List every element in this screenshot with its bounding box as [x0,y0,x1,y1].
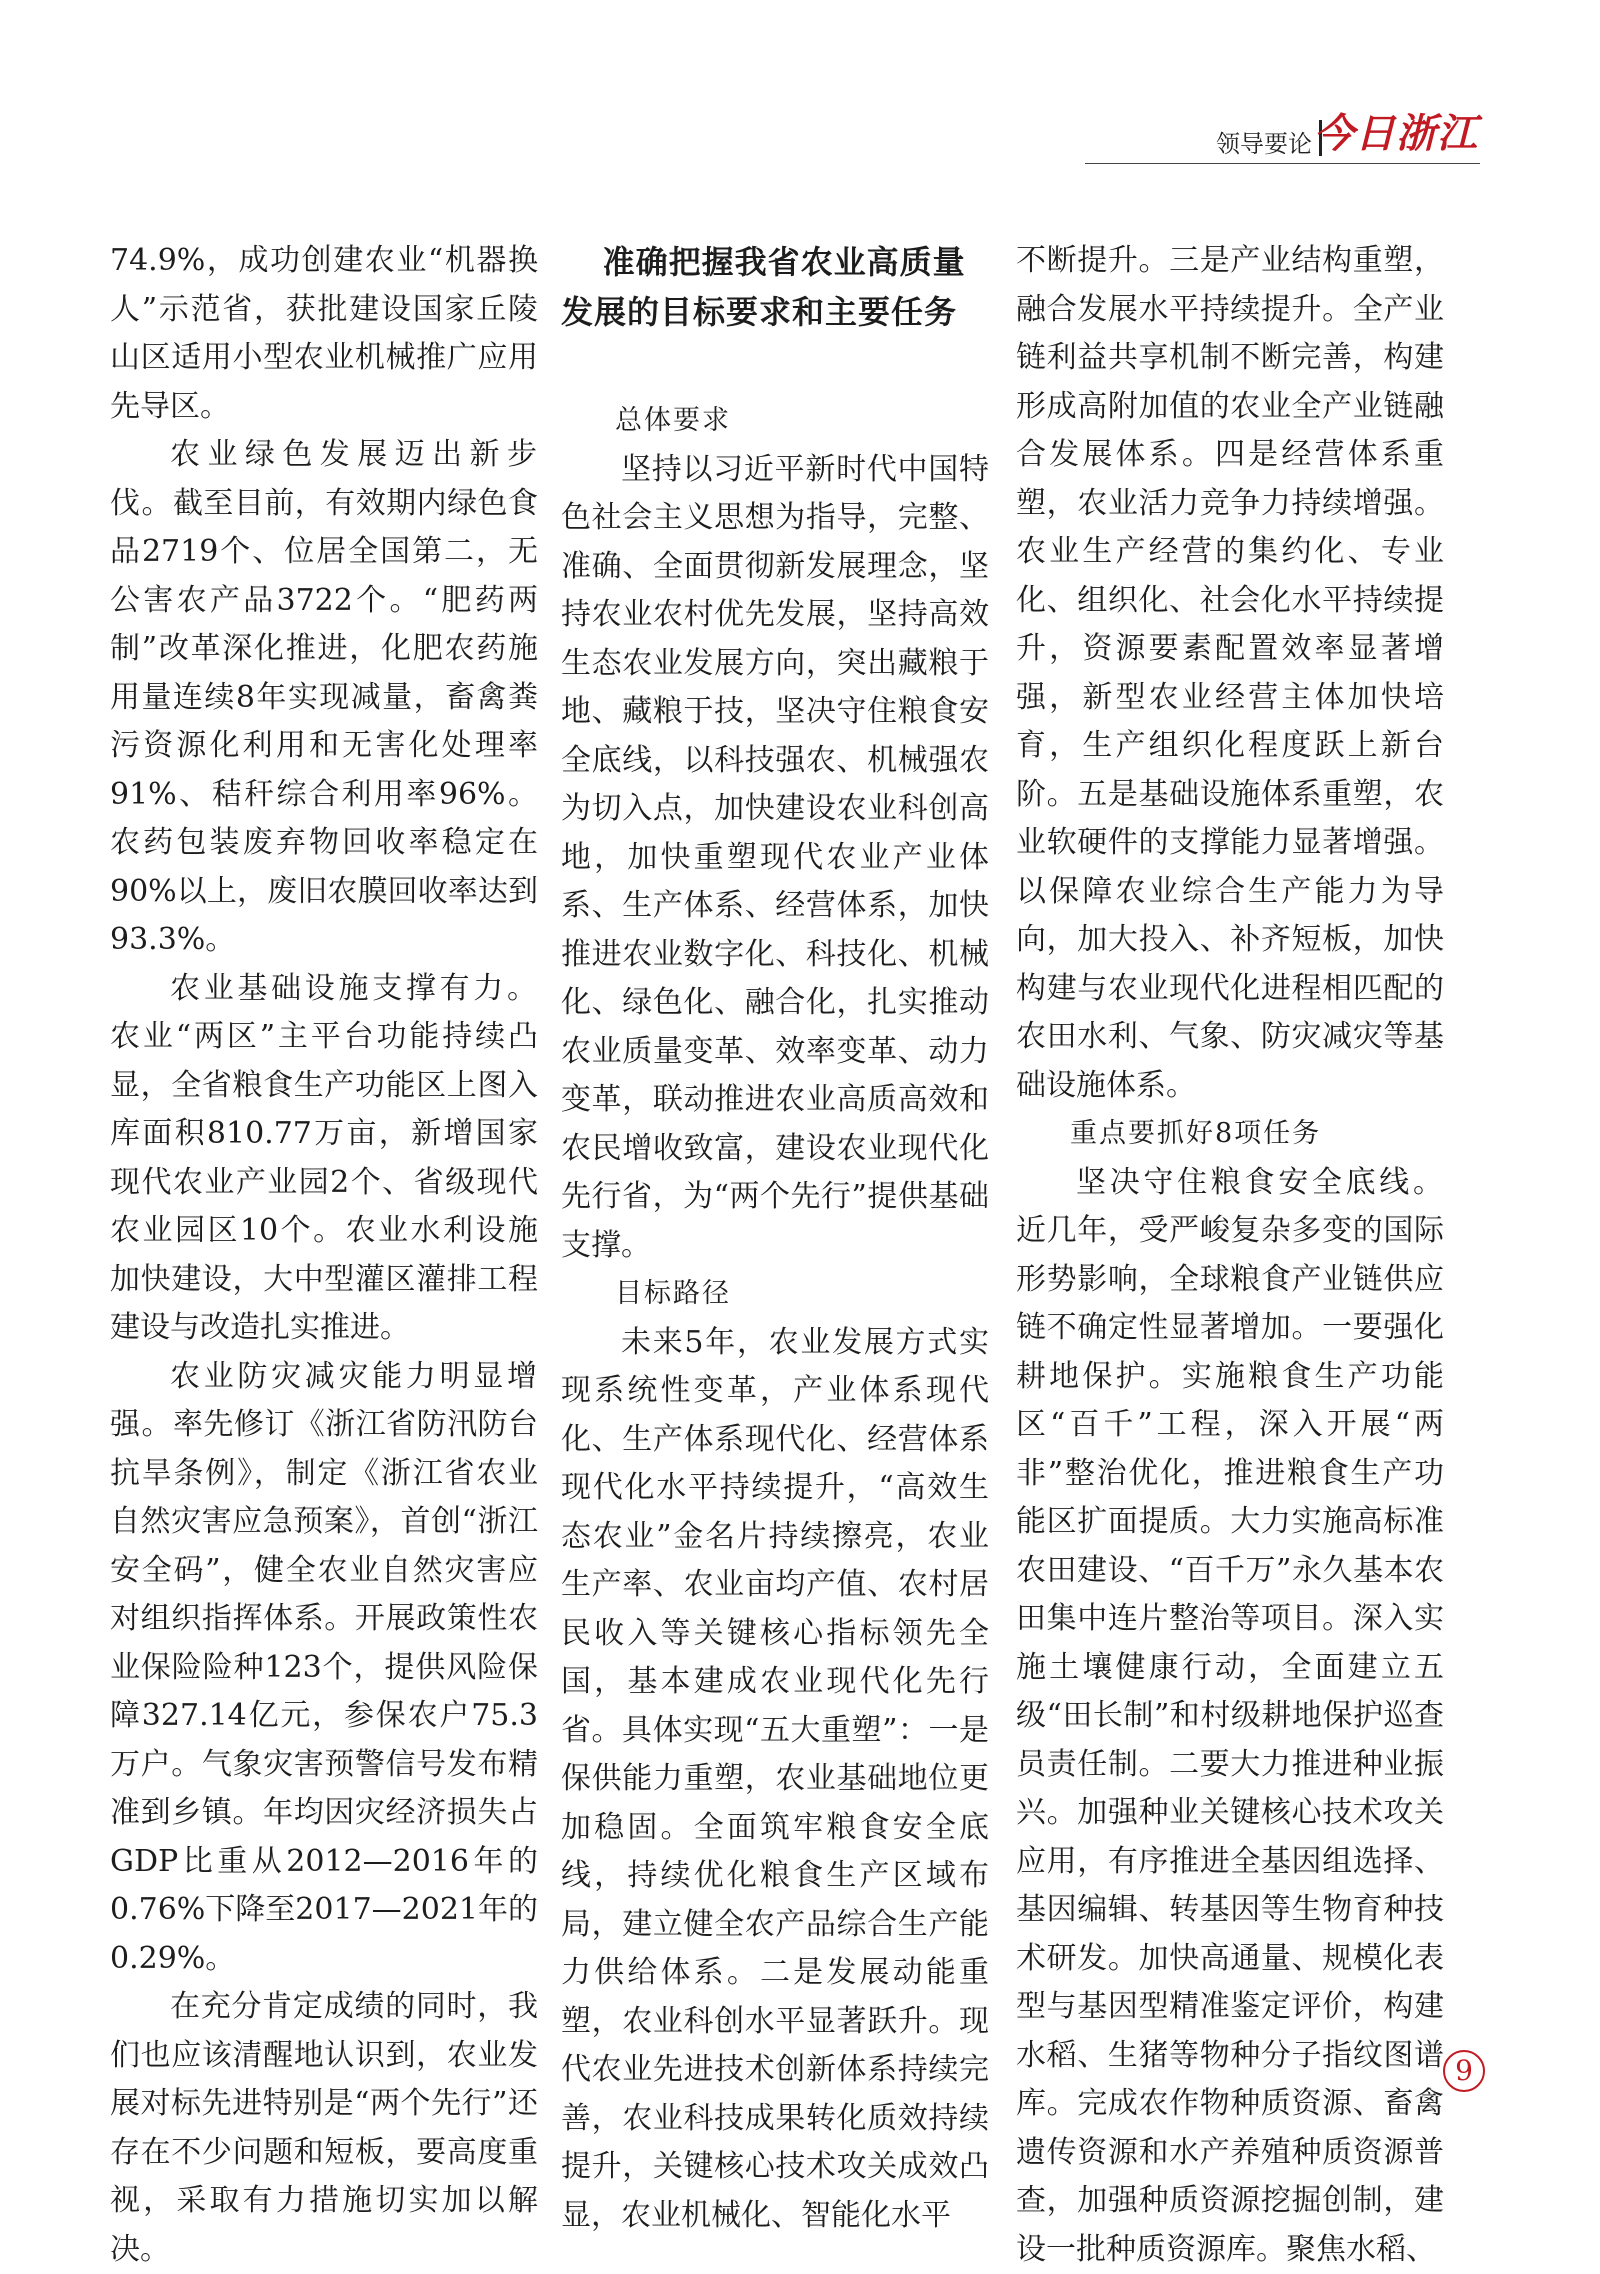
paragraph-problems: 在充分肯定成绩的同时，我们也应该清醒地认识到，农业发展对标先进特别是“两个先行”还存在不少问题和短板，要高度重视，采取有力措施切实加以解决。 [110,1983,538,2274]
paragraph-body: 截至目前，有效期内绿色食品2719个、位居全国第二，无公害农产品3722个。“肥药两制”改革深化推进，化肥农药施用量连续8年实现减量，畜禽粪污资源化利用和无害化处理率91%、秸秆综合利用率96%。农药包装废弃物回收率稳定在90%以上，废旧农膜回收率达到93.3%。 [110,486,538,958]
article-section-headline: 准确把握我省农业高质量发展的目标要求和主要任务 [561,237,989,337]
paragraph-overall-requirements: 坚持以习近平新时代中国特色社会主义思想为指导，完整、准确、全面贯彻新发展理念，坚持农业农村优先发展，坚持高效生态农业发展方向，突出藏粮于地、藏粮于技，坚决守住粮食安全底线，以科技强农、机械强农为切入点，加快建设农业科创高地，加快重塑现代农业产业体系、生产体系、经营体系，加快推进农业数字化、科技化、机械化、绿色化、融合化，扎实推动农业质量变革、效率变革、动力变革，联动推进农业高质高效和农民增收致富，建设农业现代化先行省，为“两个先行”提供基础支撑。 [561,446,989,1271]
lead-in-text: 农业绿色发展迈出新步伐。 [110,437,538,521]
paragraph-body: 率先修订《浙江省防汛防台抗旱条例》，制定《浙江省农业自然灾害应急预案》，首创“浙江安全码”，健全农业自然灾害应对组织指挥体系。开展政策性农业保险险种123个，提供风险保障327.14亿元，参保农户75.3万户。气象灾害预警信号发布精准到乡镇。年均因灾经济损失占GDP比重从2012—2016年的0.76%下降至2017—2021年的0.29%。 [110,1407,538,1976]
subheading-key-tasks: 重点要抓好8项任务 [1016,1110,1444,1159]
text-column-2 [561,237,989,2240]
paragraph-grain-security [1016,1159,1444,2274]
paragraph-disaster-prevention [110,1353,538,1984]
paragraph-body: 近几年，受严峻复杂多变的国际形势影响，全球粮食产业链供应链不确定性显著增加。一要强化耕地保护。实施粮食生产功能区“百千”工程，深入开展“两非”整治优化，推进粮食生产功能区扩面提质。大力实施高标准农田建设、“百千万”永久基本农田集中连片整治等项目。深入实施土壤健康行动，全面建立五级“田长制”和村级耕地保护巡查员责任制。二要大力推进种业振兴。加强种业关键核心技术攻关应用，有序推进全基因组选择、基因编辑、转基因等生物育种技术研发。加快高通量、规模化表型与基因型精准鉴定评价，构建水稻、生猪等物种分子指纹图谱库。完成农作物种质资源、畜禽遗传资源和水产养殖种质资源普查，加强种质资源挖掘创制，建设一批种质资源库。聚焦水稻、 [1016,1213,1444,2267]
text-column-1 [110,237,538,2274]
section-title: 领导要论 [1216,124,1312,159]
lead-in-text: 农业基础设施支撑有力。 [170,971,538,1006]
lead-in-text: 农业防灾减灾能力明显增强。 [110,1359,538,1443]
paragraph-continued: 74.9%，成功创建农业“机器换人”示范省，获批建设国家丘陵山区适用小型农业机械推广应用先导区。 [110,237,538,431]
paragraph-infrastructure [110,965,538,1353]
paragraph-body: 农业“两区”主平台功能持续凸显，全省粮食生产功能区上图入库面积810.77万亩，新增国家现代农业产业园2个、省级现代农业园区10个。农业水利设施加快建设，大中型灌区灌排工程建设与改造扎实推进。 [110,1019,538,1345]
subheading-overall-requirements: 总体要求 [561,397,989,446]
paragraph-green-development [110,431,538,965]
magazine-logo: 今日浙江 [1314,112,1478,156]
paragraph-target-path: 未来5年，农业发展方式实现系统性变革，产业体系现代化、生产体系现代化、经营体系现代化水平持续提升，“高效生态农业”金名片持续擦亮，农业生产率、农业亩均产值、农村居民收入等关键核心指标领先全国，基本建成农业现代化先行省。具体实现“五大重塑”：一是保供能力重塑，农业基础地位更加稳固。全面筑牢粮食安全底线，持续优化粮食生产区域布局，建立健全农产品综合生产能力供给体系。二是发展动能重塑，农业科创水平显著跃升。现代农业先进技术创新体系持续完善，农业科技成果转化质效持续提升，关键核心技术攻关成效凸显，农业机械化、智能化水平 [561,1319,989,2241]
page-number: 9 [1443,2050,1485,2092]
subheading-target-path: 目标路径 [561,1270,989,1319]
paragraph-continued: 不断提升。三是产业结构重塑，融合发展水平持续提升。全产业链利益共享机制不断完善，构建形成高附加值的农业全产业链融合发展体系。四是经营体系重塑，农业活力竞争力持续增强。农业生产经营的集约化、专业化、组织化、社会化水平持续提升，资源要素配置效率显著增强，新型农业经营主体加快培育，生产组织化程度跃上新台阶。五是基础设施体系重塑，农业软硬件的支撑能力显著增强。以保障农业综合生产能力为导向，加大投入、补齐短板，加快构建与农业现代化进程相匹配的农田水利、气象、防灾减灾等基础设施体系。 [1016,237,1444,1110]
text-column-3 [1016,237,1444,2274]
lead-in-text: 坚决守住粮食安全底线。 [1076,1165,1444,1200]
page-header [1085,112,1480,164]
header-rule [1085,163,1480,164]
